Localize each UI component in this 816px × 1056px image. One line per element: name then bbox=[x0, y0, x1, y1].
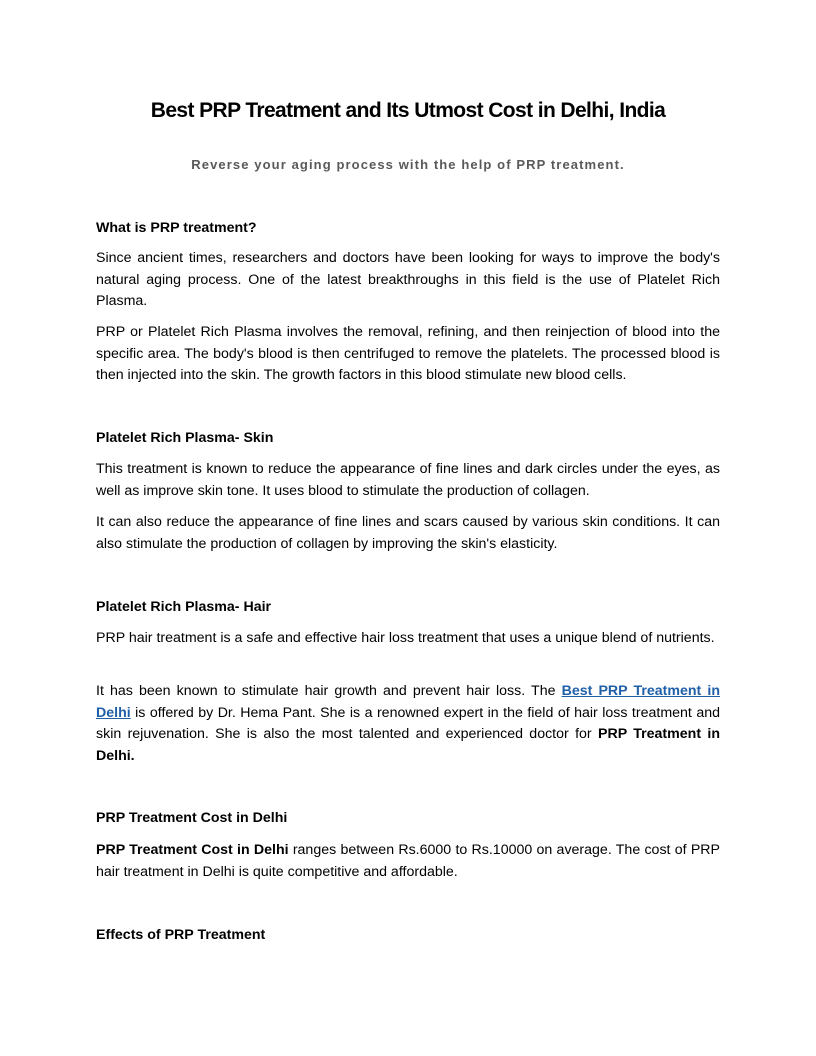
paragraph-bold-text: PRP Treatment in Delhi. bbox=[96, 726, 720, 764]
section-heading-effects: Effects of PRP Treatment bbox=[96, 927, 266, 943]
section-paragraph: It can also reduce the appearance of fine lines and scars caused by various skin conditions. It can also stimulate the production of collagen by improving the skin's elasticity. bbox=[96, 514, 720, 552]
section-paragraph-with-link bbox=[96, 681, 720, 767]
section-heading-skin: Platelet Rich Plasma- Skin bbox=[96, 430, 274, 446]
paragraph-text: It has been known to stimulate hair growth and prevent hair loss. The bbox=[96, 683, 562, 699]
section-heading-hair: Platelet Rich Plasma- Hair bbox=[96, 599, 272, 615]
best-prp-treatment-link[interactable]: Best PRP Treatment in Delhi bbox=[96, 683, 720, 721]
section-heading-cost: PRP Treatment Cost in Delhi bbox=[96, 810, 288, 826]
section-heading-what-is-prp: What is PRP treatment? bbox=[96, 220, 257, 236]
section-paragraph-cost bbox=[96, 840, 720, 883]
paragraph-bold-text: PRP Treatment Cost in Delhi bbox=[96, 842, 289, 858]
paragraph-text: is offered by Dr. Hema Pant. She is a renowned expert in the field of hair loss treatment and skin rejuvenation. She is also the most talented and experienced doctor for bbox=[96, 704, 720, 743]
section-paragraph: PRP hair treatment is a safe and effective hair loss treatment that uses a unique blend of nutrients. bbox=[96, 630, 715, 646]
section-paragraph: Since ancient times, researchers and doctors have been looking for ways to improve the body's natural aging process. One of the latest breakthroughs in this field is the use of Platelet Rich Plasma. bbox=[96, 250, 720, 310]
document-title: Best PRP Treatment and Its Utmost Cost in Delhi, India bbox=[150, 99, 666, 122]
document-subtitle: Reverse your aging process with the help of PRP treatment. bbox=[191, 157, 625, 172]
section-paragraph: This treatment is known to reduce the appearance of fine lines and dark circles under the eyes, as well as improve skin tone. It uses blood to stimulate the production of collagen. bbox=[96, 461, 720, 499]
section-paragraph: PRP or Platelet Rich Plasma involves the removal, refining, and then reinjection of blood into the specific area. The body's blood is then centrifuged to remove the platelets. The processed blood is then injected into the skin. The growth factors in this blood stimulate new blood cells. bbox=[96, 324, 720, 384]
paragraph-text: ranges between Rs.6000 to Rs.10000 on average. The cost of PRP hair treatment in Delhi is quite competitive and affordable. bbox=[96, 842, 720, 880]
